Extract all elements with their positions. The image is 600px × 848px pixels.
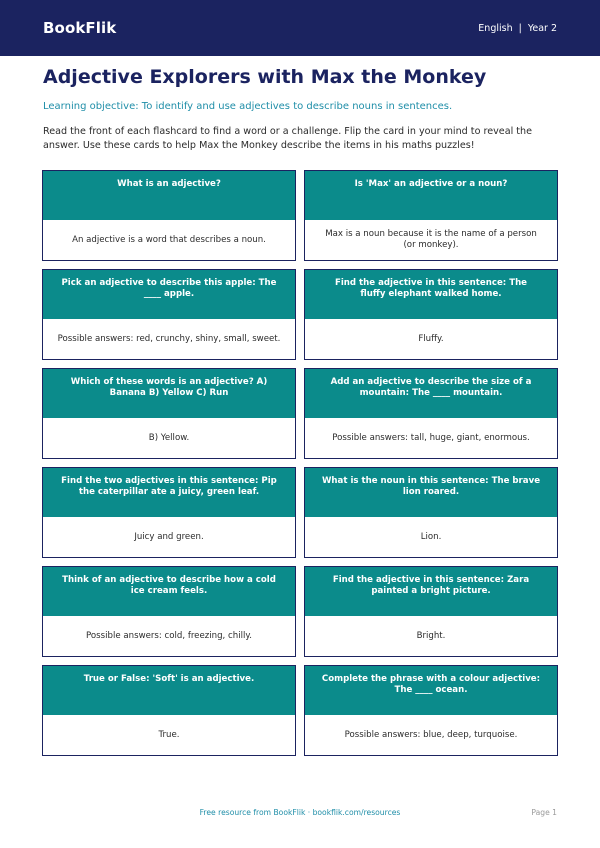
subject-label: English bbox=[478, 22, 513, 34]
card-back-answer: Fluffy. bbox=[418, 333, 444, 344]
card-back-answer: Possible answers: cold, freezing, chilly. bbox=[86, 630, 252, 641]
card-back-answer: True. bbox=[158, 729, 180, 740]
card-front-question: True or False: 'Soft' is an adjective. bbox=[43, 666, 295, 715]
flashcard[interactable] bbox=[42, 269, 296, 360]
flashcard[interactable] bbox=[304, 170, 558, 261]
card-back-answer: Possible answers: red, crunchy, shiny, small, sweet. bbox=[57, 333, 281, 344]
flashcard[interactable] bbox=[304, 467, 558, 558]
year-label: Year 2 bbox=[527, 22, 557, 34]
card-front-question: Think of an adjective to describe how a cold ice cream feels. bbox=[43, 567, 295, 616]
card-back-answer: Juicy and green. bbox=[134, 531, 204, 542]
page-title: Adjective Explorers with Max the Monkey bbox=[43, 66, 487, 88]
card-front-question: Is 'Max' an adjective or a noun? bbox=[305, 171, 557, 220]
card-front-question: What is an adjective? bbox=[43, 171, 295, 220]
card-front-question: Pick an adjective to describe this apple: The ____ apple. bbox=[43, 270, 295, 319]
flashcard-grid bbox=[42, 170, 557, 756]
card-back-answer: Possible answers: tall, huge, giant, enormous. bbox=[332, 432, 530, 443]
learning-objective: Learning objective: To identify and use adjectives to describe nouns in sentences. bbox=[43, 101, 453, 112]
card-back-answer: Lion. bbox=[420, 531, 442, 542]
footer-source-link[interactable]: Free resource from BookFlik · bookflik.com/resources bbox=[199, 808, 401, 817]
flashcard[interactable] bbox=[42, 170, 296, 261]
brand-name[interactable]: BookFlik bbox=[43, 19, 117, 37]
page-footer bbox=[0, 806, 600, 820]
flashcard[interactable] bbox=[42, 665, 296, 756]
flashcard[interactable] bbox=[304, 665, 558, 756]
flashcard[interactable] bbox=[42, 467, 296, 558]
card-front-question: Find the adjective in this sentence: Zara painted a bright picture. bbox=[305, 567, 557, 616]
page-number: Page 1 bbox=[531, 808, 557, 817]
card-back-answer: An adjective is a word that describes a noun. bbox=[72, 234, 266, 245]
top-bar bbox=[0, 0, 600, 56]
card-front-question: Which of these words is an adjective? A) Banana B) Yellow C) Run bbox=[43, 369, 295, 418]
flashcard[interactable] bbox=[304, 368, 558, 459]
subject-year-meta bbox=[478, 23, 557, 34]
card-front-question: Complete the phrase with a colour adjective: The ____ ocean. bbox=[305, 666, 557, 715]
intro-text: Read the front of each flashcard to find a word or a challenge. Flip the card in your mind to reveal the answer. Use these cards to help Max the Monkey describe the items in his maths puzzles! bbox=[43, 126, 533, 151]
card-front-question: Find the two adjectives in this sentence: Pip the caterpillar ate a juicy, green leaf. bbox=[43, 468, 295, 517]
flashcard[interactable] bbox=[42, 368, 296, 459]
card-back-answer: Bright. bbox=[416, 630, 446, 641]
card-back-answer: B) Yellow. bbox=[148, 432, 190, 443]
flashcard[interactable] bbox=[304, 269, 558, 360]
card-back-answer: Possible answers: blue, deep, turquoise. bbox=[344, 729, 518, 740]
flashcard[interactable] bbox=[304, 566, 558, 657]
flashcard[interactable] bbox=[42, 566, 296, 657]
meta-separator: | bbox=[518, 22, 522, 34]
card-back-answer: Max is a noun because it is the name of a person (or monkey). bbox=[325, 229, 537, 250]
card-front-question: Add an adjective to describe the size of a mountain: The ____ mountain. bbox=[305, 369, 557, 418]
card-front-question: What is the noun in this sentence: The brave lion roared. bbox=[305, 468, 557, 517]
card-front-question: Find the adjective in this sentence: The fluffy elephant walked home. bbox=[305, 270, 557, 319]
